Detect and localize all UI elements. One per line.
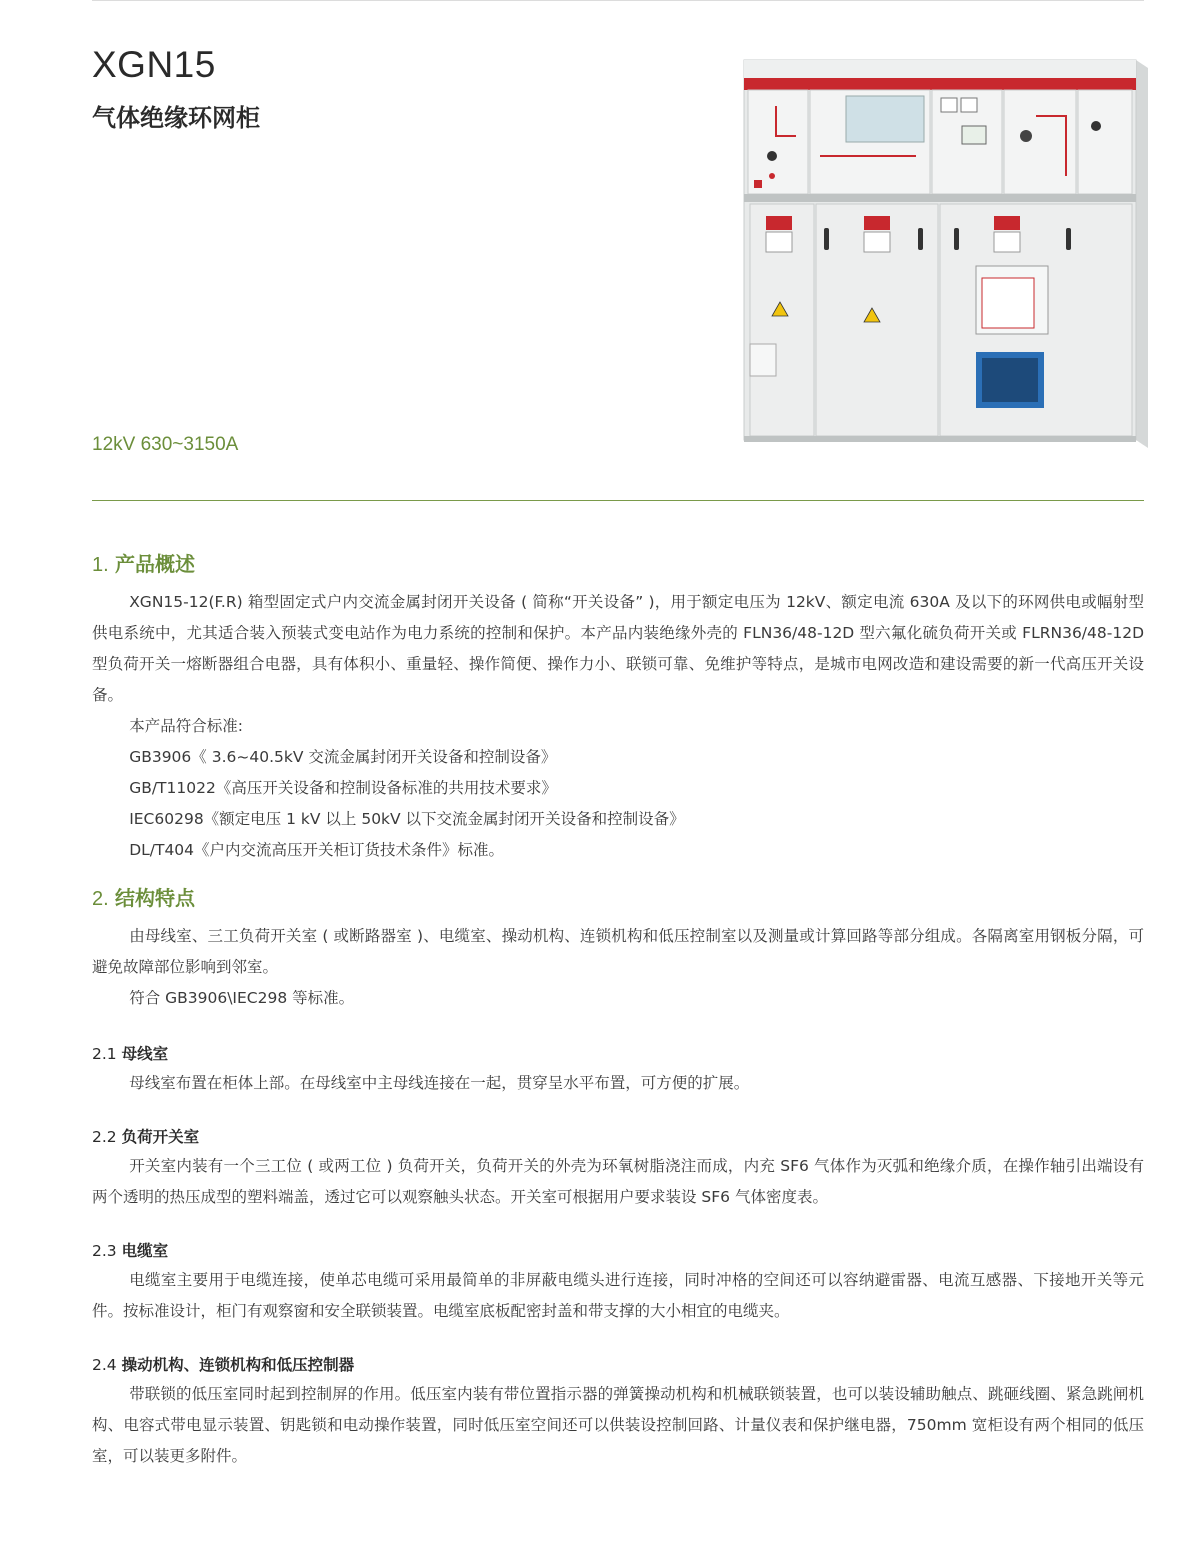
standard-item: DL/T404《户内交流高压开关柜订货技术条件》标准。 [129,841,505,859]
header-divider [92,500,1144,501]
page-subtitle: 气体绝缘环网柜 [92,104,260,132]
subsection-paragraph: 开关室内装有一个三工位 ( 或两工位 ) 负荷开关，负荷开关的外壳为环氧树脂浇注而成，内充 SF6 气体作为灭弧和绝缘介质，在操作轴引出端设有两个透明的热压成型的塑料端盖，透过它可以观察触头状态。开关室可根据用户要求装设 SF6 气体密度表。 [92,1157,1144,1206]
structure-paragraph: 由母线室、三工负荷开关室 ( 或断路器室 )、电缆室、操动机构、连锁机构和低压控制室以及测量或计算回路等部分组成。各隔离室用钢板分隔，可避免故障部位影响到邻室。 [92,927,1144,976]
subsection-load-switch [92,1125,1144,1213]
subsection-title: 母线室 [121,1045,169,1063]
section-title: 结构特点 [115,886,196,910]
section-overview [92,548,1144,866]
subsection-cable-room [92,1239,1144,1327]
subsection-heading [92,1353,1144,1375]
subsection-mechanism [92,1353,1144,1472]
section-heading [92,882,1144,911]
subsection-paragraph: 带联锁的低压室同时起到控制屏的作用。低压室内装有带位置指示器的弹簧操动机构和机械联锁装置，也可以装设辅助触点、跳砸线圈、紧急跳闸机构、电容式带电显示装置、钥匙锁和电动操作装置，同时低压室空间还可以供装设控制回路、计量仪表和保护继电器，750mm 宽柜设有两个相同的低压室，可以装更多附件。 [92,1385,1144,1465]
switchgear-cabinet-image [736,56,1156,456]
subsection-number: 2.2 [92,1128,117,1146]
subsection-title: 电缆室 [121,1242,169,1260]
subsection-number: 2.3 [92,1242,117,1260]
subsection-heading [92,1239,1144,1261]
section-structure [92,882,1144,1014]
section-number: 1. [92,554,109,576]
subsection-title: 负荷开关室 [121,1128,200,1146]
subsection-heading [92,1042,1144,1064]
content-body [92,548,1144,1498]
subsection-paragraph: 电缆室主要用于电缆连接，使单芯电缆可采用最简单的非屏蔽电缆头进行连接，同时冲格的空间还可以容纳避雷器、电流互感器、下接地开关等元件。按标准设计，柜门有观察窗和安全联锁装置。电缆室底板配密封盖和带支撑的大小相宜的电缆夹。 [92,1271,1144,1320]
subsection-title: 操动机构、连锁机构和低压控制器 [121,1356,355,1374]
section-title: 产品概述 [115,552,196,576]
section-heading [92,548,1144,577]
standards-intro: 本产品符合标准: [129,717,243,735]
structure-standards: 符合 GB3906\IEC298 等标准。 [129,989,355,1007]
standard-item: IEC60298《额定电压 1 kV 以上 50kV 以下交流金属封闭开关设备和控制设备》 [129,810,685,828]
subsection-number: 2.1 [92,1045,117,1063]
section-number: 2. [92,888,109,910]
overview-paragraph: XGN15-12(F.R) 箱型固定式户内交流金属封闭开关设备 ( 简称“开关设备” )，用于额定电压为 12kV、额定电流 630A 及以下的环网供电或幅射型供电系统中，尤其适合装入预装式变电站作为电力系统的控制和保护。本产品内装绝缘外壳的 FLN36/48-12D 型六氟化硫负荷开关或 FLRN36/48-12D 型负荷开关一熔断器组合电器，具有体积小、重量轻、操作简便、操作力小、联锁可靠、免维护等特点，是城市电网改造和建设需要的新一代高压开关设备。 [92,593,1144,704]
subsection-number: 2.4 [92,1356,117,1374]
standard-item: GB/T11022《高压开关设备和控制设备标准的共用技术要求》 [129,779,557,797]
top-rule [92,0,1144,1]
page-title: XGN15 [92,44,216,85]
voltage-current-spec: 12kV 630~3150A [92,434,239,455]
subsection-busbar [92,1042,1144,1099]
subsection-paragraph: 母线室布置在柜体上部。在母线室中主母线连接在一起，贯穿呈水平布置，可方便的扩展。 [129,1074,750,1092]
subsection-heading [92,1125,1144,1147]
standard-item: GB3906《 3.6~40.5kV 交流金属封闭开关设备和控制设备》 [129,748,557,766]
